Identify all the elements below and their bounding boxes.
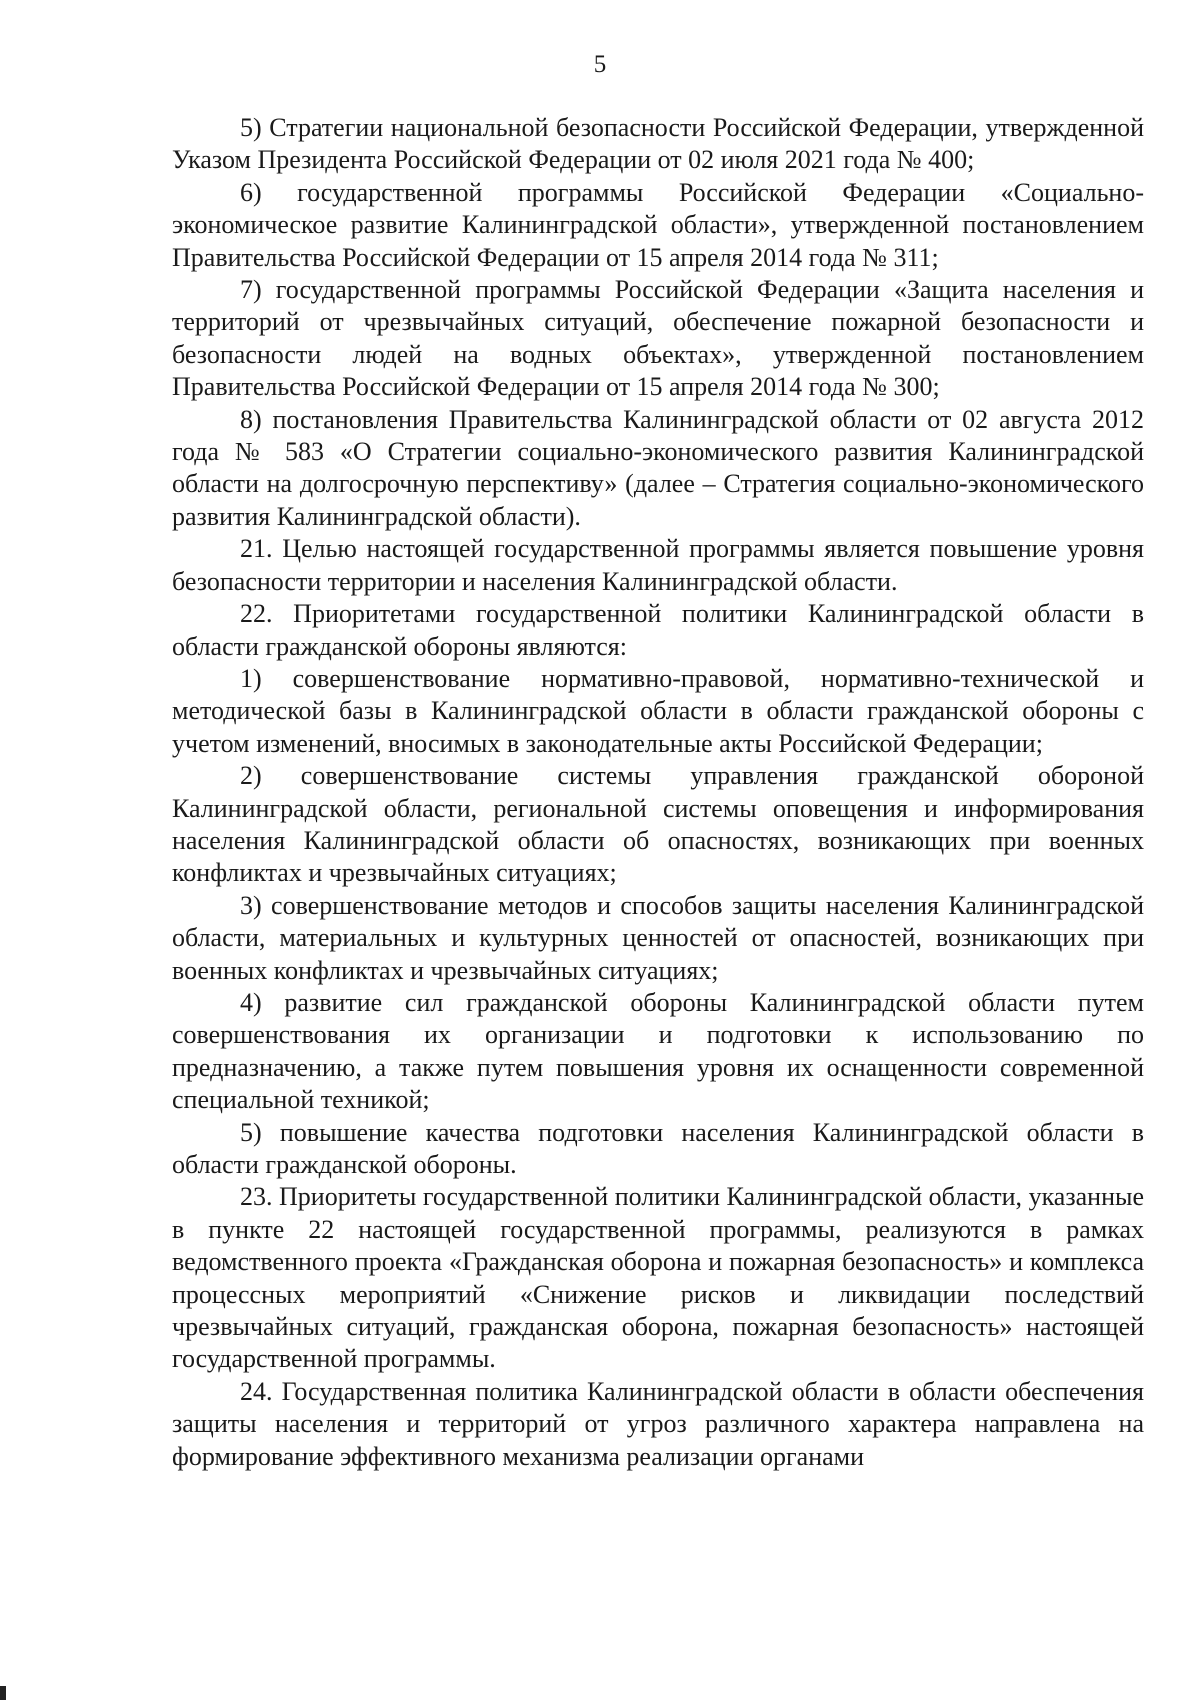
paragraph-clause-22: 22. Приоритетами государственной политики Калининградской области в области гражданской обороны являются: (172, 599, 1144, 661)
page-number: 5 (593, 51, 607, 78)
paragraph-priority-2: 2) совершенствование системы управления гражданской обороной Калининградской области, региональной системы оповещения и информирования населения Калининградской области об опасностях, возникающих при военных конфликтах и чрезвычайных ситуациях; (172, 761, 1144, 888)
paragraph-clause-24: 24. Государственная политика Калининградской области в области обеспечения защиты населения и территорий от угроз различного характера направлена на формирование эффективного механизма реализации органами (172, 1376, 1144, 1471)
document-body (172, 112, 1144, 1473)
paragraph-priority-4: 4) развитие сил гражданской обороны Калининградской области путем совершенствования их организации и подготовки к использованию по предназначению, а также путем повышения уровня их оснащенности современной специальной техникой; (172, 987, 1144, 1115)
paragraph-priority-5: 5) повышение качества подготовки населения Калининградской области в области гражданской обороны. (172, 1117, 1144, 1179)
paragraph-item-6-program: 6) государственной программы Российской Федерации «Социально-экономическое развитие Калининградской области», утвержденной постановлением Правительства Российской Федерации от 15 апреля 2014 года № 311; (172, 177, 1144, 272)
scan-edge-mark (0, 1686, 6, 1700)
paragraph-item-5-strategy: 5) Стратегии национальной безопасности Российской Федерации, утвержденной Указом Президента Российской Федерации от 02 июля 2021 года № 400; (172, 113, 1144, 175)
paragraph-item-7-program: 7) государственной программы Российской Федерации «Защита населения и территорий от чрезвычайных ситуаций, обеспечение пожарной безопасности и безопасности людей на водных объектах», утвержденной постановлением Правительства Российской Федерации от 15 апреля 2014 года № 300; (172, 275, 1144, 402)
paragraph-priority-3: 3) совершенствование методов и способов защиты населения Калининградской области, материальных и культурных ценностей от опасностей, возникающих при военных конфликтах и чрезвычайных ситуациях; (172, 890, 1144, 985)
paragraph-priority-1: 1) совершенствование нормативно-правовой, нормативно-технической и методической базы в Калининградской области в области гражданской обороны с учетом изменений, вносимых в законодательные акты Российской Федерации; (172, 663, 1144, 758)
paragraph-clause-21: 21. Целью настоящей государственной программы является повышение уровня безопасности территории и населения Калининградской области. (172, 534, 1144, 596)
paragraph-item-8-resolution: 8) постановления Правительства Калининградской области от 02 августа 2012 года № 583 «О Стратегии социально-экономического развития Калининградской области на долгосрочную перспективу» (далее – Стратегия социально-экономического развития Калининградской области). (172, 404, 1144, 531)
paragraph-clause-23: 23. Приоритеты государственной политики Калининградской области, указанные в пункте 22 настоящей государственной программы, реализуются в рамках ведомственного проекта «Гражданская оборона и пожарная безопасность» и комплекса процессных мероприятий «Снижение рисков и ликвидации последствий чрезвычайных ситуаций, гражданская оборона, пожарная безопасность» настоящей государственной программы. (172, 1182, 1144, 1374)
